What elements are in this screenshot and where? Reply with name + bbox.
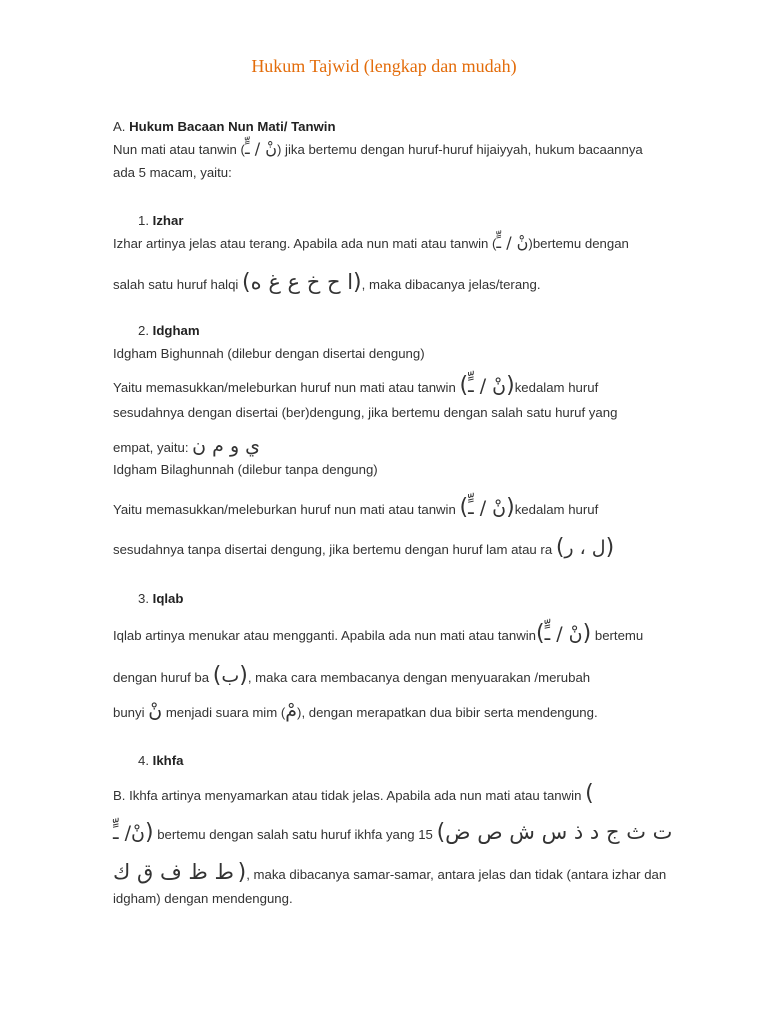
text: Nun mati atau tanwin ( — [113, 142, 245, 157]
section-a-title: Hukum Bacaan Nun Mati/ Tanwin — [129, 119, 336, 134]
list-number: 1. — [138, 213, 153, 228]
arabic-letter: ب — [221, 665, 240, 687]
text: empat, yaitu: — [113, 440, 193, 455]
izhar-line1 — [113, 234, 658, 253]
paren: ) — [506, 373, 515, 398]
text: salah satu huruf halqi — [113, 277, 239, 292]
text: bertemu dengan salah satu huruf ikhfa yang 15 — [153, 827, 433, 842]
idgham-p2-line2 — [113, 534, 658, 564]
paren: ) — [237, 860, 247, 885]
section-a-heading — [113, 118, 658, 136]
idgham-p1-line1 — [113, 372, 658, 402]
izhar-heading — [138, 212, 683, 230]
arabic-text: نْ / ـٍّ — [244, 139, 277, 158]
list-number: 4. — [138, 753, 153, 768]
arabic-text: نْ / ـٍّ — [468, 375, 507, 397]
ikhfa-line3 — [113, 858, 667, 889]
text: dengan huruf ba — [113, 670, 210, 685]
text: bertemu — [591, 628, 644, 643]
idgham-sub2: Idgham Bilaghunnah (dilebur tanpa dengung) — [113, 462, 378, 477]
idgham-p1-line3 — [113, 434, 658, 460]
text: sesudahnya tanpa disertai dengung, jika bertemu dengan huruf lam atau ra — [113, 542, 553, 557]
arabic-letters: ي و م ن — [192, 435, 261, 457]
text: , maka dibacanya jelas/terang. — [361, 277, 541, 292]
text: , maka dibacanya samar-samar, antara jelas dan tidak (antara izhar dan — [246, 867, 667, 882]
arabic-letters: ت ث ج د ذ س ش ص ض — [445, 820, 673, 844]
paren: ) — [506, 495, 515, 520]
text: kedalam huruf — [514, 380, 599, 395]
text: Yaitu memasukkan/meleburkan huruf nun mati atau tanwin — [113, 502, 456, 517]
text: , maka cara membacanya dengan menyuarakan /merubah — [247, 670, 591, 685]
text: bunyi — [113, 705, 149, 720]
text: Yaitu memasukkan/meleburkan huruf nun mati atau tanwin — [113, 380, 456, 395]
iqlab-line3 — [113, 698, 658, 726]
text: Izhar artinya jelas atau terang. Apabila ada nun mati atau tanwin ( — [113, 236, 497, 251]
izhar-line2 — [113, 268, 658, 299]
list-number: 2. — [138, 323, 153, 338]
text: Iqlab artinya menukar atau mengganti. Apabila ada nun mati atau tanwin — [113, 628, 537, 643]
heading: Izhar — [152, 213, 184, 228]
text: B. Ikhfa artinya menyamarkan atau tidak jelas. Apabila ada nun mati atau tanwin — [113, 788, 582, 803]
arabic-letters: ط ظ ف ق ك — [113, 860, 234, 884]
iqlab-line1 — [113, 620, 658, 650]
paren: ) — [239, 663, 248, 688]
arabic-letter: مْ — [285, 700, 298, 722]
arabic-text: نْ / ـٍّ — [544, 623, 583, 645]
page-title: Hukum Tajwid (lengkap dan mudah) — [251, 56, 517, 76]
section-a-line1 — [113, 140, 658, 159]
paren: ) — [605, 535, 615, 560]
paren: ) — [582, 621, 592, 646]
idgham-p2-line1 — [113, 494, 658, 524]
idgham-sub1: Idgham Bighunnah (dilebur dengan disertai dengung) — [113, 346, 425, 361]
heading: Iqlab — [152, 591, 184, 606]
paren: ) — [144, 820, 154, 845]
idgham-heading — [138, 322, 683, 340]
arabic-text: نْ / ـٍّ — [468, 497, 507, 519]
text: ), dengan merapatkan dua bibir serta mendengung. — [297, 705, 598, 720]
ikhfa-line4: idgham) dengan mendengung. — [113, 891, 293, 906]
text: menjadi suara mim ( — [162, 705, 286, 720]
heading: Idgham — [152, 323, 200, 338]
paren: ( — [555, 535, 565, 560]
heading: Ikhfa — [152, 753, 184, 768]
paren: ( — [585, 781, 594, 806]
arabic-text: نْ / ـٍّ — [496, 233, 529, 252]
paren: ( — [436, 820, 446, 845]
paren: ( — [212, 663, 222, 688]
iqlab-heading — [138, 590, 683, 608]
ikhfa-line2 — [113, 818, 673, 849]
paren: ( — [459, 495, 469, 520]
text: kedalam huruf — [514, 502, 599, 517]
ikhfa-heading — [138, 752, 683, 770]
list-number: 3. — [138, 591, 153, 606]
arabic-letter: نْ — [148, 700, 163, 722]
arabic-letters: ا ح خ ع غ ه — [250, 270, 354, 294]
paren: ( — [242, 270, 251, 295]
paren: ) — [353, 270, 362, 295]
text: )bertemu dengan — [528, 236, 629, 251]
ikhfa-line1 — [113, 780, 658, 810]
arabic-letters: ل ، ر — [564, 537, 606, 559]
text: ) jika bertemu dengan huruf-huruf hijaiyyah, hukum bacaannya — [276, 142, 643, 157]
section-a-line2: ada 5 macam, yaitu: — [113, 165, 232, 180]
idgham-p1-line2: sesudahnya dengan disertai (ber)dengung, jika bertemu dengan salah satu huruf yang — [113, 405, 618, 420]
section-a-prefix: A. — [113, 119, 130, 134]
paren: ( — [536, 621, 545, 646]
iqlab-line2 — [113, 662, 658, 692]
paren: ( — [459, 373, 469, 398]
arabic-text: نْ/ ـٍّ — [113, 822, 145, 844]
